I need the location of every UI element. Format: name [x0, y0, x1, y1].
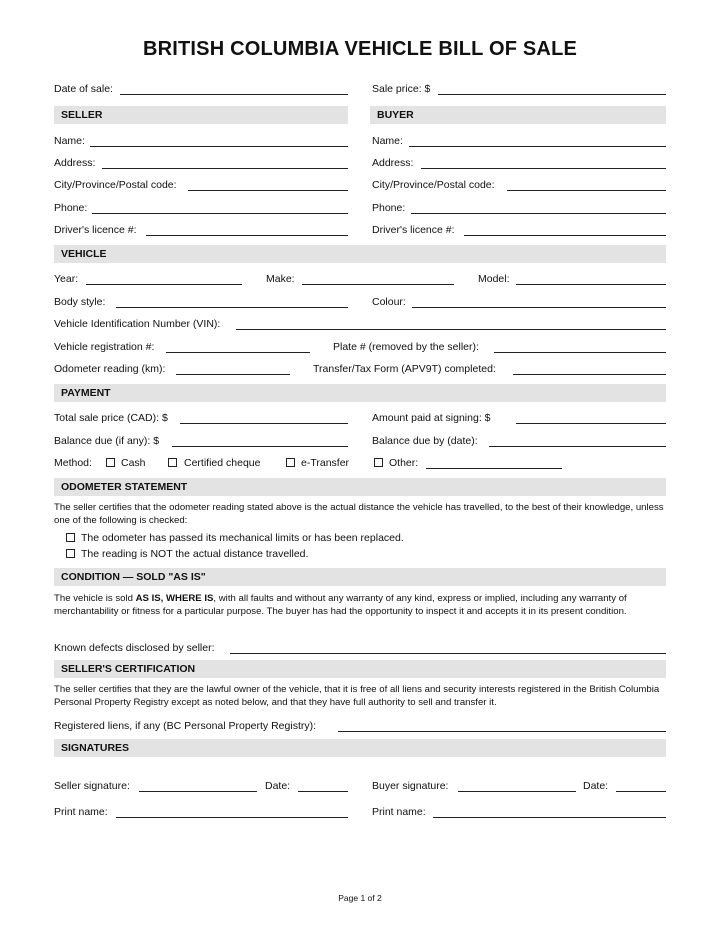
- year-make-model-row: [54, 272, 666, 286]
- buyer-date-label: Date:: [583, 780, 609, 792]
- seller-licence-row: [54, 223, 350, 237]
- total-price-field[interactable]: [180, 423, 348, 424]
- amount-paid-row: [372, 411, 666, 425]
- date-of-sale-field[interactable]: [120, 94, 348, 95]
- odometer-option-1-label: The odometer has passed its mechanical limits or has been replaced.: [81, 532, 404, 544]
- sale-price-row: [372, 82, 666, 96]
- registration-label: Vehicle registration #:: [54, 341, 155, 353]
- year-label: Year:: [54, 273, 79, 285]
- buyer-city-field[interactable]: [507, 190, 666, 191]
- buyer-city-label: City/Province/Postal code:: [372, 179, 495, 191]
- buyer-date-field[interactable]: [616, 791, 666, 792]
- colour-field[interactable]: [412, 307, 666, 308]
- seller-city-field[interactable]: [188, 190, 348, 191]
- seller-signature-label: Seller signature:: [54, 780, 130, 792]
- transfer-form-field[interactable]: [513, 374, 666, 375]
- registration-plate-row: [54, 340, 666, 354]
- make-label: Make:: [266, 273, 295, 285]
- seller-address-row: [54, 156, 350, 170]
- e-transfer-label: e-Transfer: [301, 457, 350, 469]
- vin-row: [54, 317, 666, 331]
- total-price-row: [54, 411, 350, 425]
- date-of-sale-label: Date of sale:: [54, 83, 113, 95]
- signatures-section-header: SIGNATURES: [54, 739, 666, 757]
- seller-phone-label: Phone:: [54, 202, 88, 214]
- buyer-print-name-row: [372, 805, 666, 819]
- plate-field[interactable]: [494, 352, 666, 353]
- buyer-address-label: Address:: [372, 157, 414, 169]
- certified-cheque-checkbox[interactable]: [168, 458, 177, 467]
- registered-liens-row: [54, 719, 666, 733]
- buyer-city-row: [372, 178, 666, 192]
- buyer-address-row: [372, 156, 666, 170]
- seller-date-label: Date:: [265, 780, 291, 792]
- buyer-phone-field[interactable]: [411, 213, 666, 214]
- buyer-phone-row: [372, 201, 666, 215]
- other-label: Other:: [389, 457, 419, 469]
- known-defects-row: [54, 641, 666, 655]
- seller-address-label: Address:: [54, 157, 96, 169]
- seller-city-label: City/Province/Postal code:: [54, 179, 177, 191]
- buyer-name-field[interactable]: [409, 146, 666, 147]
- buyer-print-name-field[interactable]: [433, 817, 666, 818]
- vin-field[interactable]: [236, 329, 666, 330]
- seller-address-field[interactable]: [102, 168, 348, 169]
- odometer-option-2-label: The reading is NOT the actual distance travelled.: [81, 548, 309, 560]
- buyer-phone-label: Phone:: [372, 202, 406, 214]
- seller-name-label: Name:: [54, 135, 85, 147]
- odometer-replaced-checkbox[interactable]: [66, 533, 75, 542]
- buyer-licence-row: [372, 223, 666, 237]
- buyer-licence-label: Driver's licence #:: [372, 224, 455, 236]
- condition-section-header: CONDITION — SOLD "AS IS": [54, 568, 666, 586]
- buyer-print-name-label: Print name:: [372, 806, 426, 818]
- buyer-licence-field[interactable]: [464, 235, 666, 236]
- seller-licence-field[interactable]: [146, 235, 348, 236]
- buyer-name-row: [372, 134, 666, 148]
- known-defects-field[interactable]: [230, 653, 666, 654]
- seller-phone-field[interactable]: [92, 213, 348, 214]
- odometer-transfer-row: [54, 362, 666, 376]
- document-title: BRITISH COLUMBIA VEHICLE BILL OF SALE: [142, 38, 578, 60]
- odometer-reading-label: Odometer reading (km):: [54, 363, 166, 375]
- balance-date-field[interactable]: [489, 446, 666, 447]
- registered-liens-label: Registered liens, if any (BC Personal Property Registry):: [54, 720, 317, 732]
- model-field[interactable]: [516, 284, 666, 285]
- body-style-field[interactable]: [116, 307, 348, 308]
- amount-paid-field[interactable]: [516, 423, 666, 424]
- seller-signature-field[interactable]: [139, 791, 257, 792]
- certification-text: The seller certifies that they are the lawful owner of the vehicle, that it is free of all liens and security interests registered in the British Columbia Personal Property Registry except as noted below, and that they have full authority to sell and transfer it.: [54, 684, 660, 708]
- year-field[interactable]: [86, 284, 242, 285]
- payment-section-header: PAYMENT: [54, 384, 666, 402]
- page-number: Page 1 of 2: [338, 893, 382, 903]
- e-transfer-checkbox[interactable]: [286, 458, 295, 467]
- seller-print-name-field[interactable]: [116, 817, 348, 818]
- registered-liens-field[interactable]: [338, 731, 666, 732]
- date-of-sale-row: [54, 82, 350, 96]
- seller-name-field[interactable]: [90, 146, 348, 147]
- seller-signature-row: [54, 779, 350, 793]
- sale-price-field[interactable]: [438, 94, 666, 95]
- seller-section-header: SELLER: [54, 106, 348, 124]
- seller-licence-label: Driver's licence #:: [54, 224, 137, 236]
- amount-paid-label: Amount paid at signing: $: [372, 412, 491, 424]
- certified-cheque-label: Certified cheque: [184, 457, 261, 469]
- cash-checkbox[interactable]: [106, 458, 115, 467]
- odometer-reading-field[interactable]: [176, 374, 290, 375]
- vin-label: Vehicle Identification Number (VIN):: [54, 318, 221, 330]
- condition-text-bold: AS IS, WHERE IS: [135, 593, 214, 604]
- seller-city-row: [54, 178, 350, 192]
- colour-label: Colour:: [372, 296, 406, 308]
- buyer-name-label: Name:: [372, 135, 403, 147]
- plate-label: Plate # (removed by the seller):: [333, 341, 479, 353]
- buyer-address-field[interactable]: [421, 168, 666, 169]
- odometer-statement-text: The seller certifies that the odometer reading stated above is the actual distance the vehicle has travelled, to the best of their knowledge, unless one of the following is checked:: [54, 502, 664, 526]
- buyer-signature-row: [372, 779, 666, 793]
- method-label: Method:: [54, 457, 92, 469]
- vehicle-section-header: VEHICLE: [54, 245, 666, 263]
- colour-row: [372, 295, 666, 309]
- cash-label: Cash: [121, 457, 146, 469]
- buyer-signature-label: Buyer signature:: [372, 780, 449, 792]
- odometer-statement-header: ODOMETER STATEMENT: [54, 478, 666, 496]
- seller-print-name-label: Print name:: [54, 806, 108, 818]
- model-label: Model:: [478, 273, 510, 285]
- balance-date-label: Balance due by (date):: [372, 435, 478, 447]
- seller-date-field[interactable]: [298, 791, 348, 792]
- transfer-form-label: Transfer/Tax Form (APV9T) completed:: [313, 363, 496, 375]
- balance-due-field[interactable]: [172, 446, 348, 447]
- body-style-label: Body style:: [54, 296, 106, 308]
- seller-phone-row: [54, 201, 350, 215]
- total-price-label: Total sale price (CAD): $: [54, 412, 168, 424]
- balance-due-label: Balance due (if any): $: [54, 435, 160, 447]
- odometer-not-actual-checkbox[interactable]: [66, 549, 75, 558]
- buyer-section-header: BUYER: [370, 106, 666, 124]
- registration-field[interactable]: [166, 352, 310, 353]
- seller-name-row: [54, 134, 350, 148]
- condition-text: [54, 593, 666, 618]
- condition-text-post: , with all faults and without any warranty of any kind, express or implied, including any warranty of merchantability or fitness for a particular purpose. The buyer has had the opportunity to inspect it and accepts it in its present condition.: [54, 593, 627, 617]
- other-checkbox[interactable]: [374, 458, 383, 467]
- body-style-row: [54, 295, 350, 309]
- balance-date-row: [372, 434, 666, 448]
- condition-text-pre: The vehicle is sold: [54, 593, 136, 604]
- balance-due-row: [54, 434, 350, 448]
- make-field[interactable]: [302, 284, 454, 285]
- odometer-option-2: [66, 547, 626, 561]
- buyer-signature-field[interactable]: [458, 791, 576, 792]
- certification-section-header: SELLER'S CERTIFICATION: [54, 660, 666, 678]
- odometer-option-1: [66, 531, 626, 545]
- seller-print-name-row: [54, 805, 350, 819]
- other-method-field[interactable]: [426, 468, 562, 469]
- sale-price-label: Sale price: $: [372, 83, 431, 95]
- known-defects-label: Known defects disclosed by seller:: [54, 642, 215, 654]
- payment-method-row: [54, 456, 666, 470]
